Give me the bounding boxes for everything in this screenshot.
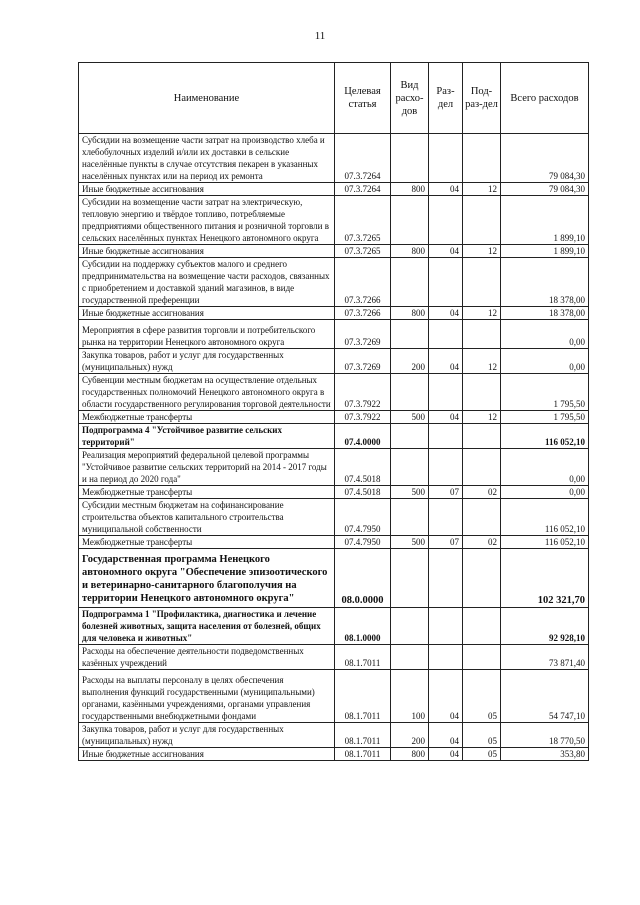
row-name: Мероприятия в сфере развития торговли и потребительского рынка на территории Ненецкого автономного округа xyxy=(79,320,335,349)
row-name: Подпрограмма 4 "Устойчивое развитие сельских территорий" xyxy=(79,424,335,449)
row-name: Закупка товаров, работ и услуг для государственных (муниципальных) нужд xyxy=(79,723,335,748)
row-name: Иные бюджетные ассигнования xyxy=(79,183,335,196)
row-total: 1 795,50 xyxy=(501,374,589,411)
row-subsection xyxy=(463,499,501,536)
row-total: 353,80 xyxy=(501,748,589,761)
row-target: 07.3.7269 xyxy=(335,320,391,349)
row-section xyxy=(429,608,463,645)
row-subsection xyxy=(463,645,501,670)
header-section: Раз-дел xyxy=(429,63,463,134)
row-total: 116 052,10 xyxy=(501,536,589,549)
row-kind: 800 xyxy=(391,307,429,320)
row-section: 07 xyxy=(429,486,463,499)
row-kind xyxy=(391,424,429,449)
row-total: 79 084,30 xyxy=(501,183,589,196)
row-target: 07.4.7950 xyxy=(335,536,391,549)
row-section: 04 xyxy=(429,245,463,258)
row-total: 0,00 xyxy=(501,486,589,499)
row-subsection xyxy=(463,449,501,486)
table-row xyxy=(79,411,589,424)
row-section xyxy=(429,645,463,670)
row-target: 08.1.7011 xyxy=(335,645,391,670)
row-total: 0,00 xyxy=(501,349,589,374)
row-total: 92 928,10 xyxy=(501,608,589,645)
row-name: Реализация мероприятий федеральной целевой программы "Устойчивое развитие сельских территорий на 2014 - 2017 годы и на период до 2020 года" xyxy=(79,449,335,486)
row-target: 07.4.5018 xyxy=(335,449,391,486)
row-total: 79 084,30 xyxy=(501,134,589,183)
row-kind: 200 xyxy=(391,349,429,374)
row-section xyxy=(429,449,463,486)
row-subsection: 12 xyxy=(463,411,501,424)
row-name: Расходы на обеспечение деятельности подведомственных казённых учреждений xyxy=(79,645,335,670)
row-subsection: 12 xyxy=(463,349,501,374)
row-subsection: 05 xyxy=(463,748,501,761)
row-target: 08.1.7011 xyxy=(335,723,391,748)
table-row xyxy=(79,245,589,258)
row-subsection: 02 xyxy=(463,536,501,549)
table-row xyxy=(79,134,589,183)
row-total: 116 052,10 xyxy=(501,424,589,449)
row-section xyxy=(429,196,463,245)
row-name: Межбюджетные трансферты xyxy=(79,486,335,499)
header-name: Наименование xyxy=(79,63,335,134)
row-name: Государственная программа Ненецкого автономного округа "Обеспечение эпизоотического и ветеринарно-санитарного благополучия на территории Ненецкого автономного округа" xyxy=(79,549,335,608)
row-section: 04 xyxy=(429,183,463,196)
row-target: 07.3.7922 xyxy=(335,411,391,424)
table-row xyxy=(79,307,589,320)
table-row xyxy=(79,549,589,608)
row-subsection xyxy=(463,196,501,245)
row-target: 07.3.7266 xyxy=(335,307,391,320)
row-kind xyxy=(391,320,429,349)
row-target: 07.4.7950 xyxy=(335,499,391,536)
row-kind xyxy=(391,258,429,307)
row-section: 04 xyxy=(429,349,463,374)
row-target: 07.3.7265 xyxy=(335,245,391,258)
row-section xyxy=(429,424,463,449)
table-row xyxy=(79,449,589,486)
row-kind xyxy=(391,608,429,645)
table-row xyxy=(79,608,589,645)
row-subsection xyxy=(463,549,501,608)
row-section xyxy=(429,258,463,307)
row-total: 18 378,00 xyxy=(501,258,589,307)
page-number: 11 xyxy=(314,30,326,42)
row-section: 04 xyxy=(429,748,463,761)
table-row xyxy=(79,748,589,761)
row-kind xyxy=(391,196,429,245)
header-target: Целевая статья xyxy=(335,63,391,134)
row-total: 18 378,00 xyxy=(501,307,589,320)
row-subsection xyxy=(463,320,501,349)
row-kind: 500 xyxy=(391,486,429,499)
row-kind xyxy=(391,499,429,536)
row-target: 07.3.7264 xyxy=(335,134,391,183)
row-section xyxy=(429,374,463,411)
row-total: 18 770,50 xyxy=(501,723,589,748)
row-section xyxy=(429,320,463,349)
row-section xyxy=(429,499,463,536)
table-row xyxy=(79,723,589,748)
row-subsection xyxy=(463,424,501,449)
table-row xyxy=(79,424,589,449)
table-row xyxy=(79,645,589,670)
budget-table xyxy=(78,62,589,761)
row-kind xyxy=(391,645,429,670)
header-total: Всего расходов xyxy=(501,63,589,134)
row-kind xyxy=(391,449,429,486)
row-target: 07.3.7264 xyxy=(335,183,391,196)
row-total: 1 899,10 xyxy=(501,196,589,245)
row-target: 08.0.0000 xyxy=(335,549,391,608)
table-row xyxy=(79,258,589,307)
row-name: Субвенции местным бюджетам на осуществление отдельных государственных полномочий Ненецкого автономного округа в области государственного регулирования торговой деятельности xyxy=(79,374,335,411)
table-row xyxy=(79,374,589,411)
row-subsection xyxy=(463,374,501,411)
row-name: Межбюджетные трансферты xyxy=(79,536,335,549)
row-target: 07.3.7266 xyxy=(335,258,391,307)
row-name: Межбюджетные трансферты xyxy=(79,411,335,424)
row-total: 1 795,50 xyxy=(501,411,589,424)
row-name: Субсидии местным бюджетам на софинансирование строительства объектов капитального строительства муниципальной собственности xyxy=(79,499,335,536)
row-subsection xyxy=(463,258,501,307)
table-header-row xyxy=(79,63,589,134)
row-kind: 100 xyxy=(391,670,429,723)
row-total: 54 747,10 xyxy=(501,670,589,723)
row-subsection: 12 xyxy=(463,183,501,196)
row-target: 07.3.7265 xyxy=(335,196,391,245)
row-subsection xyxy=(463,134,501,183)
row-subsection: 12 xyxy=(463,307,501,320)
row-target: 07.3.7922 xyxy=(335,374,391,411)
row-total: 116 052,10 xyxy=(501,499,589,536)
row-target: 07.4.5018 xyxy=(335,486,391,499)
row-total: 0,00 xyxy=(501,320,589,349)
row-section: 04 xyxy=(429,307,463,320)
row-section: 04 xyxy=(429,723,463,748)
row-name: Расходы на выплаты персоналу в целях обеспечения выполнения функций государственными (муниципальными) органами, казёнными учреждениями, органами управления государственными внебюджетными фондами xyxy=(79,670,335,723)
table-row xyxy=(79,670,589,723)
row-target: 08.1.7011 xyxy=(335,670,391,723)
row-name: Иные бюджетные ассигнования xyxy=(79,748,335,761)
row-section: 07 xyxy=(429,536,463,549)
row-kind: 800 xyxy=(391,183,429,196)
row-target: 08.1.7011 xyxy=(335,748,391,761)
row-name: Субсидии на возмещение части затрат на производство хлеба и хлебобулочных изделий и/или их доставки в сельские населённые пункты в случае отсутствия пекарен в указанных населённых пунктах или на период их ремонта xyxy=(79,134,335,183)
row-subsection xyxy=(463,608,501,645)
row-section xyxy=(429,134,463,183)
row-kind: 200 xyxy=(391,723,429,748)
row-target: 07.4.0000 xyxy=(335,424,391,449)
table-row xyxy=(79,349,589,374)
row-kind xyxy=(391,374,429,411)
row-name: Субсидии на поддержку субъектов малого и среднего предпринимательства на возмещение части расходов, связанных с приобретением и доставкой зданий магазинов, в виде государственной преференции xyxy=(79,258,335,307)
header-kind: Вид расхо-дов xyxy=(391,63,429,134)
row-section: 04 xyxy=(429,670,463,723)
table-row xyxy=(79,196,589,245)
row-name: Закупка товаров, работ и услуг для государственных (муниципальных) нужд xyxy=(79,349,335,374)
row-subsection: 02 xyxy=(463,486,501,499)
row-kind xyxy=(391,549,429,608)
row-kind xyxy=(391,134,429,183)
row-target: 08.1.0000 xyxy=(335,608,391,645)
row-name: Иные бюджетные ассигнования xyxy=(79,307,335,320)
table-row xyxy=(79,486,589,499)
row-name: Подпрограмма 1 "Профилактика, диагностика и лечение болезней животных, защита населения от болезней, общих для человека и животных" xyxy=(79,608,335,645)
row-subsection: 05 xyxy=(463,670,501,723)
row-kind: 800 xyxy=(391,245,429,258)
row-total: 0,00 xyxy=(501,449,589,486)
row-kind: 500 xyxy=(391,536,429,549)
row-total: 102 321,70 xyxy=(501,549,589,608)
row-target: 07.3.7269 xyxy=(335,349,391,374)
row-section: 04 xyxy=(429,411,463,424)
table-row xyxy=(79,499,589,536)
row-subsection: 05 xyxy=(463,723,501,748)
table-row xyxy=(79,536,589,549)
row-section xyxy=(429,549,463,608)
row-kind: 800 xyxy=(391,748,429,761)
row-name: Субсидии на возмещение части затрат на электрическую, тепловую энергию и твёрдое топливо, потребляемые предприятиями общественного питания и розничной торговли в сельских населённых пунктах Ненецкого автономного округа xyxy=(79,196,335,245)
table-row xyxy=(79,320,589,349)
row-subsection: 12 xyxy=(463,245,501,258)
row-kind: 500 xyxy=(391,411,429,424)
row-total: 73 871,40 xyxy=(501,645,589,670)
row-total: 1 899,10 xyxy=(501,245,589,258)
table-row xyxy=(79,183,589,196)
header-subsection: Под-раз-дел xyxy=(463,63,501,134)
row-name: Иные бюджетные ассигнования xyxy=(79,245,335,258)
